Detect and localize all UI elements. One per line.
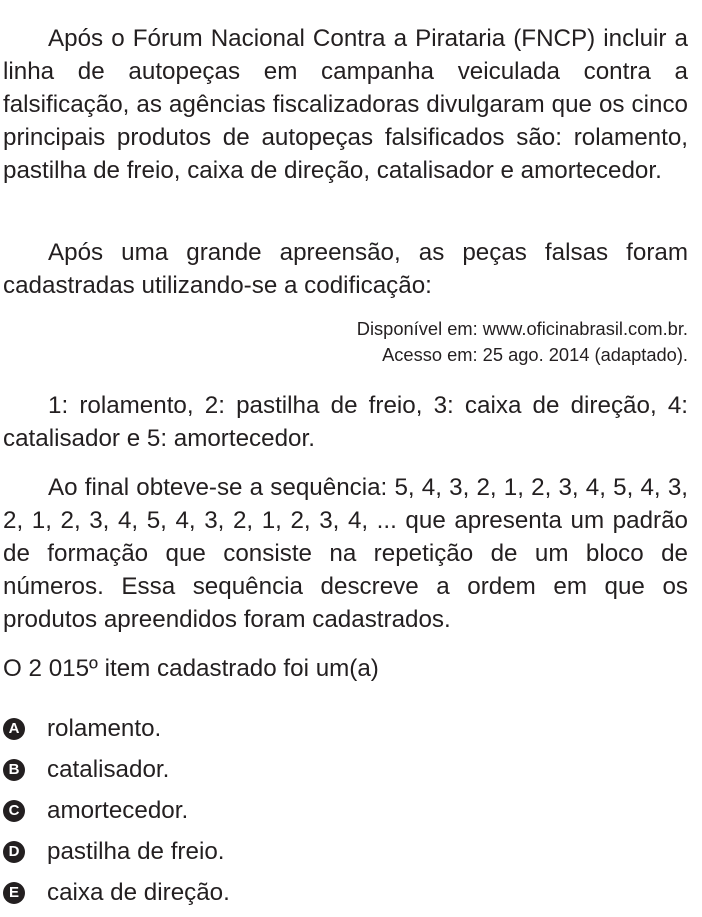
sequence-paragraph: Ao final obteve-se a sequência: 5, 4, 3, 2, 1, 2, 3, 4, 5, 4, 3, 2, 1, 2, 3, 4, 5, 4, 3, 2, 1, 2, 3, 4, ... que apresenta um padrão de formação que consiste na repetição de um bloco de números. Essa sequência descreve a ordem em que os produtos apreendidos foram cadastrados. [3,474,688,633]
option-b-text: catalisador. [47,756,170,783]
coding-paragraph: 1: rolamento, 2: pastilha de freio, 3: caixa de direção, 4: catalisador e 5: amortecedor. [3,392,688,452]
source-access-date: Acesso em: 25 ago. 2014 (adaptado). [382,344,688,365]
option-c-letter-badge: C [3,800,25,822]
option-e-letter-badge: E [3,882,25,904]
context-paragraph: Após o Fórum Nacional Contra a Pirataria (FNCP) incluir a linha de autopeças em campanha veiculada contra a falsificação, as agências fiscalizadoras divulgaram que os cinco principais produtos de autopeças falsificados são: rolamento, pastilha de freio, caixa de direção, catalisador e amortecedor. [3,25,688,184]
coding-intro-paragraph: Após uma grande apreensão, as peças falsas foram cadastradas utilizando-se a codificação: [3,239,688,299]
question-stem: O 2 015º item cadastrado foi um(a) [3,655,379,682]
option-a[interactable] [3,708,230,749]
option-d[interactable] [3,831,230,872]
option-a-letter-badge: A [3,718,25,740]
option-b-letter-badge: B [3,759,25,781]
source-url: Disponível em: www.oficinabrasil.com.br. [356,318,688,339]
option-e-text: caixa de direção. [47,879,230,906]
option-d-text: pastilha de freio. [47,838,225,865]
source-citation [357,316,688,368]
option-c-text: amortecedor. [47,797,189,824]
option-c[interactable] [3,790,230,831]
answer-options [3,708,230,913]
option-b[interactable] [3,749,230,790]
option-a-text: rolamento. [47,715,162,742]
option-d-letter-badge: D [3,841,25,863]
option-e[interactable] [3,872,230,913]
